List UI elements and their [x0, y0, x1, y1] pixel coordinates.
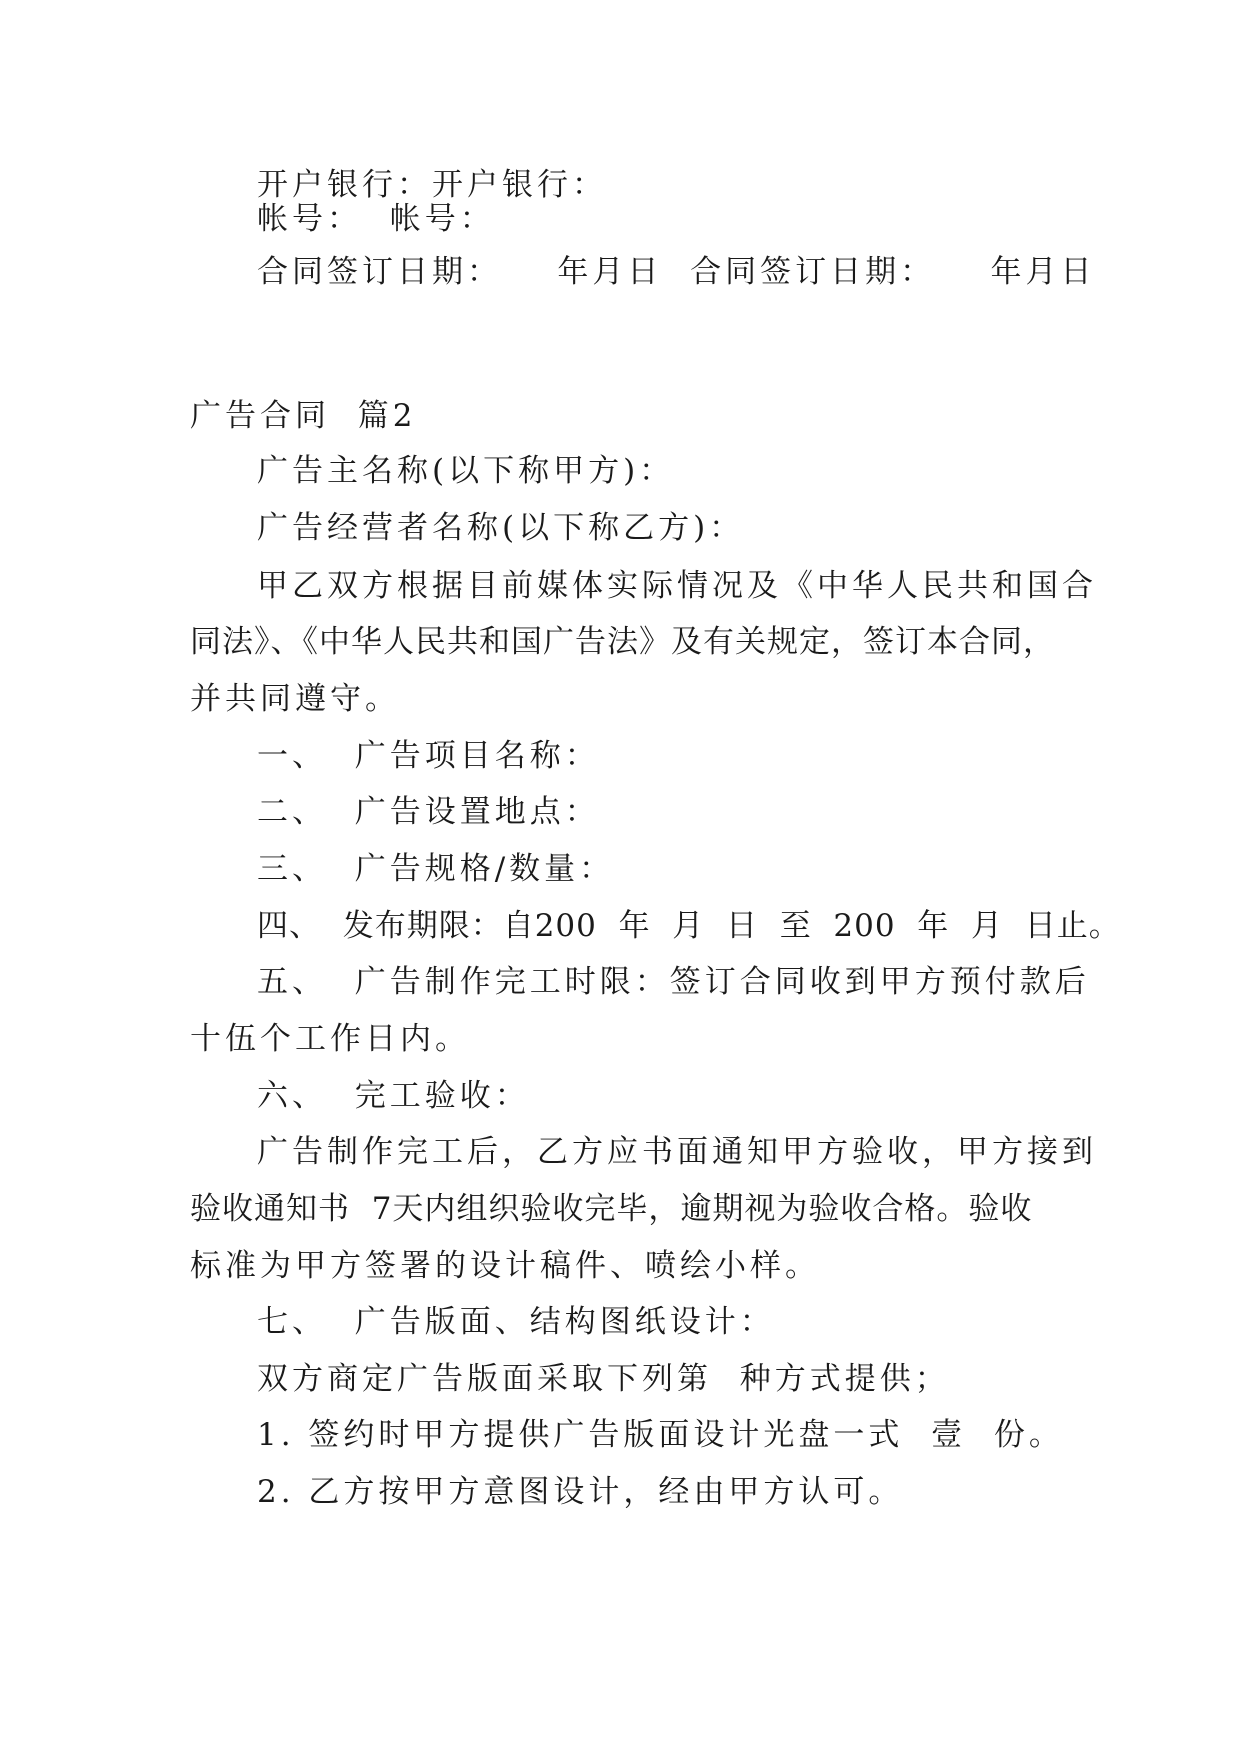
item-6: 六、 完工验收： [257, 1078, 530, 1114]
item-5-continued: 十伍个工作日内。 [190, 1021, 470, 1057]
acceptance-line-1: 广告制作完工后，乙方应书面通知甲方验收，甲方接到 [257, 1134, 1097, 1170]
account-line: 帐号： 帐号： [257, 201, 495, 237]
sign-date-line: 合同签订日期： 年月日 合同签订日期： 年月日 [257, 254, 1096, 290]
acceptance-line-2: 验收通知书 7天内组织验收完毕，逾期视为验收合格。验收 [190, 1191, 1033, 1227]
layout-option-2: 2. 乙方按甲方意图设计，经由甲方认可。 [257, 1474, 904, 1510]
item-5: 五、 广告制作完工时限：签订合同收到甲方预付款后 [257, 964, 1090, 1000]
item-1: 一、 广告项目名称： [257, 738, 600, 774]
item-3: 三、 广告规格/数量： [257, 851, 615, 887]
acceptance-line-3: 标准为甲方签署的设计稿件、喷绘小样。 [190, 1248, 820, 1284]
item-2: 二、 广告设置地点： [257, 794, 600, 830]
item-4: 四、 发布期限：自200 年 月 日 至 200 年 月 日止。 [257, 908, 1121, 944]
intro-line-3: 并共同遵守。 [190, 681, 400, 717]
item-7: 七、 广告版面、结构图纸设计： [257, 1304, 775, 1340]
intro-line-2: 同法》、《中华人民共和国广告法》及有关规定，签订本合同， [190, 624, 1055, 660]
section-title: 广告合同 篇2 [190, 398, 417, 434]
layout-line-1: 双方商定广告版面采取下列第 种方式提供； [257, 1361, 950, 1397]
bank-line: 开户银行：开户银行： [257, 167, 607, 203]
layout-option-1: 1. 签约时甲方提供广告版面设计光盘一式 壹 份。 [257, 1417, 1064, 1453]
intro-line-1: 甲乙双方根据目前媒体实际情况及《中华人民共和国合 [257, 568, 1097, 604]
operator-line: 广告经营者名称(以下称乙方)： [257, 510, 745, 546]
advertiser-line: 广告主名称(以下称甲方)： [257, 453, 675, 489]
